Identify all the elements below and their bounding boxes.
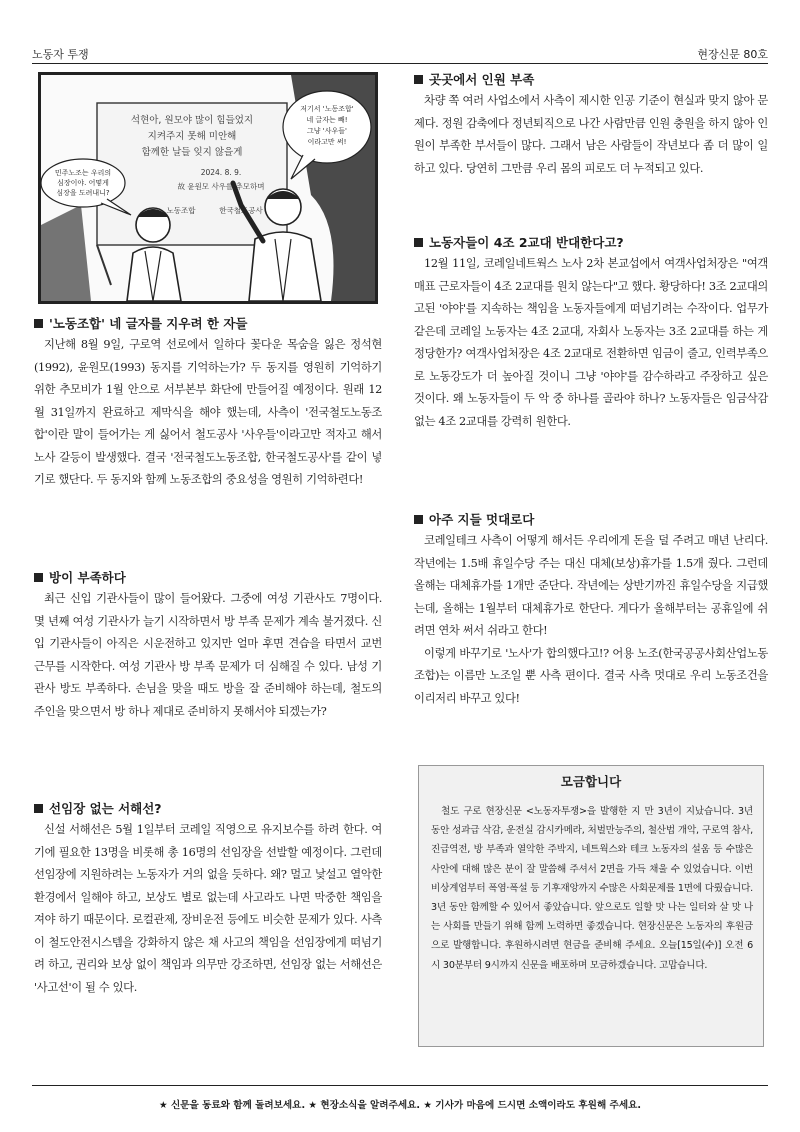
article-room-shortage [34,568,382,723]
banner-signer-1: 노동조합 [166,206,196,215]
donation-body: 철도 구로 현장신문 <노동자투쟁>을 발행한 지 만 3년이 지났습니다. 3년 동안 성과급 삭감, 운전실 감시카메라, 처벌만능주의, 철산법 개악, 구로역 참사, 진급역전, 방 부족과 열악한 주박지, 네트웍스와 테크 노동자의 설움 등 수많은 사안에 대해 많은 분이 잘 말씀해 주셔서 2면을 가득 채울 수 있었습니다. 이번 비상계엄부터 폭염·폭설 등 기후재앙까지 수많은 사회문제를 1면에 다뤘습니다. 3년 동안 함께할 수 있어서 좋았습니다. 앞으로도 일할 맛 나는 일터와 살 맛 나는 사회를 만들기 위해 함께 노력하면 좋겠습니다. 현장신문은 노동자의 후원금으로 발행합니다. 후원하시려면 현금을 준비해 주세요. 오늘[15일(수)] 오전 6시 30분부터 9시까지 신문을 배포하며 모금하겠습니다. 고맙습니다. [431,806,753,971]
article-body: 지난해 8월 9일, 구로역 선로에서 일하다 꽃다운 목숨을 잃은 정석현(1992), 윤원모(1993) 동지를 기억하는가? 두 동지를 영원히 기억하기 위한 추모비가 1월 안으로 서부본부 화단에 만들어질 예정이다. 원래 12월 31일까지 완료하고 제막식을 해야 했는데, 사측이 '전국철도노동조합'이란 말이 들어가는 게 싫어서 철도공사 '사우들'이라고만 적자고 해서 노사 갈등이 발생했다. 결국 '전국철도노동조합, 한국철도공사'를 같이 넣기로 했단다. 두 동지와 함께 노동조합의 중요성을 영원히 기억하련다! [34,338,382,486]
donation-box [418,765,764,1047]
article-body: 최근 신입 기관사들이 많이 들어왔다. 그중에 여성 기관사도 7명이다. 몇 년째 여성 기관사가 늘기 시작하면서 방 부족 문제가 계속 불거졌다. 신입 기관사들이 아직은 시운전하고 있지만 얼마 후면 견습을 타면서 교번 근무를 시작한다. 여성 기관사 방 부족 문제가 더 심해질 수 있다. 남성 기관사 방도 부족하다. 손님을 맞을 때도 방을 잘 준비해야 하는데, 철도의 주인을 맞으면서 방 하나 제대로 준비하지 못해서야 되겠는가? [34,592,382,718]
article-body: 코레일테크 사측이 어떻게 해서든 우리에게 돈을 덜 주려고 매년 난리다. 작년에는 1.5배 휴일수당 주는 대신 대체(보상)휴가를 1.5개 줬다. 그런데 올해는 대체휴가를 1개만 준단다. 작년에는 상반기까진 휴일수당을 지급했는데, 올해는 1월부터 대체휴가로 한단다. 게다가 올해부터는 공휴일에 쉬려면 연차 써서 쉬라고 한다! [414,534,768,637]
bullet-square-icon [34,804,43,813]
bullet-square-icon [414,515,423,524]
cartoon-drawing [41,75,375,301]
article-title: 노동자들이 4조 2교대 반대한다고? [414,233,768,253]
banner-signer-2: 한국철도공사 [219,206,263,215]
bubble-left-line-3: 심장을 도려내니? [56,189,110,197]
article-body: 12월 11일, 코레일네트웍스 노사 2차 본교섭에서 여객사업처장은 "여객 매표 근로자들이 4조 2교대를 원치 않는다"고 했다. 황당하다! 3조 2교대의 고된 '야야'를 지속하는 책임을 노동자들에게 떠넘기려는 수작이다. 업무가 같은데 코레일 노동자는 4조 2교대, 자회사 노동자는 3조 2교대를 하는 게 정당한가? 여객사업처장은 4조 2교대로 전환하면 임금이 줄고, 인력부족으로 노동강도가 더 높아질 것이니 그냥 '야야'를 감수하라고 주장하고 싶은 것이다. 왜 노동자들이 두 악 중 하나를 골라야 하나? 노동자들은 임금삭감 없는 4조 2교대를 강력히 원한다. [414,257,768,428]
article-staff-shortage [414,70,768,180]
page-header [32,34,768,61]
article-body: 차량 쪽 여러 사업소에서 사측이 제시한 인공 기준이 현실과 맞지 않아 문제다. 정원 감축에다 정년퇴직으로 나간 사람만큼 인원 충원을 하지 않아 인원이 부족한 부서들이 많다. 그래서 남은 사람들이 작년보다 좀 더 많이 일하고 있다. 당연히 그만큼 우리 몸의 피로도 더 누적되고 있다. [414,94,768,175]
header-section-label: 노동자 투쟁 [32,48,89,61]
article-title: '노동조합' 네 글자를 지우려 한 자들 [34,314,382,334]
bubble-right-line-2: 네 글자는 빼! [306,116,348,124]
bubble-right-line-1: 저기서 '노동조합' [300,105,354,113]
bullet-square-icon [414,238,423,247]
bubble-right-line-3: 그냥 '사우들' [307,127,347,135]
bubble-left-line-1: 민주노조는 우리의 [54,169,112,177]
banner-line-3: 함께한 날들 잊지 않을게 [141,147,243,158]
article-body: 신설 서해선은 5월 1일부터 코레일 직영으로 유지보수를 하려 한다. 여기에 필요한 13명을 비롯해 총 16명의 선임장을 선발할 예정이다. 그런데 선임장에 지원하려는 노동자가 거의 없을 듯하다. 왜? 멀고 낯설고 열악한 환경에서 일해야 하고, 보상도 별로 없는데 사고라도 나면 막중한 책임을 져야 하기 때문이다. 로컬관제, 장비운전 등에도 비슷한 문제가 있다. 사측이 철도안전시스템을 강화하지 않은 채 사고의 책임을 선임장에게 떠넘기려 하고, 권리와 보상 없이 책임과 의무만 강조하면, 선임장 없는 서해선은 '사고선'이 될 수 있다. [34,823,382,994]
banner-line-1: 석현아, 원모야 많이 힘들었지 [130,115,254,126]
article-body-continued: 이렇게 바꾸기로 '노사'가 합의했다고!? 어용 노조(한국공공사회산업노동조합)는 이름만 노조일 뿐 사측 편이다. 결국 사측 멋대로 우리 노동조건을 이리저리 바꾸고 있다! [414,646,768,705]
article-korail-tech [414,510,768,710]
article-shift-system [414,233,768,433]
header-issue-number: 현장신문 80호 [697,48,768,61]
banner-line-2: 지켜주지 못해 미안해 [147,131,237,142]
banner-date: 2024. 8. 9. [200,168,242,177]
page-footer: ★ 신문을 동료와 함께 돌려보세요. ★ 현장소식을 알려주세요. ★ 기사가 마음에 드시면 소액이라도 후원해 주세요. [159,1100,641,1111]
banner-memorial: 故 윤원모 사우를 추모하며 [177,182,265,191]
bullet-square-icon [34,573,43,582]
article-title: 곳곳에서 인원 부족 [414,70,768,90]
header-rule [32,63,768,64]
footer-rule [32,1085,768,1086]
article-union-name [34,314,382,492]
cartoon-illustration [38,72,378,304]
article-seohae-line [34,799,382,999]
donation-title: 모금합니다 [560,774,622,789]
bullet-square-icon [34,319,43,328]
bubble-left-line-2: 심장이야. 어떻게 [57,179,109,187]
article-title: 아주 지들 멋대로다 [414,510,768,530]
article-title: 방이 부족하다 [34,568,382,588]
bullet-square-icon [414,75,423,84]
article-title: 선임장 없는 서해선? [34,799,382,819]
bubble-right-line-4: 이라고만 써! [307,138,347,146]
